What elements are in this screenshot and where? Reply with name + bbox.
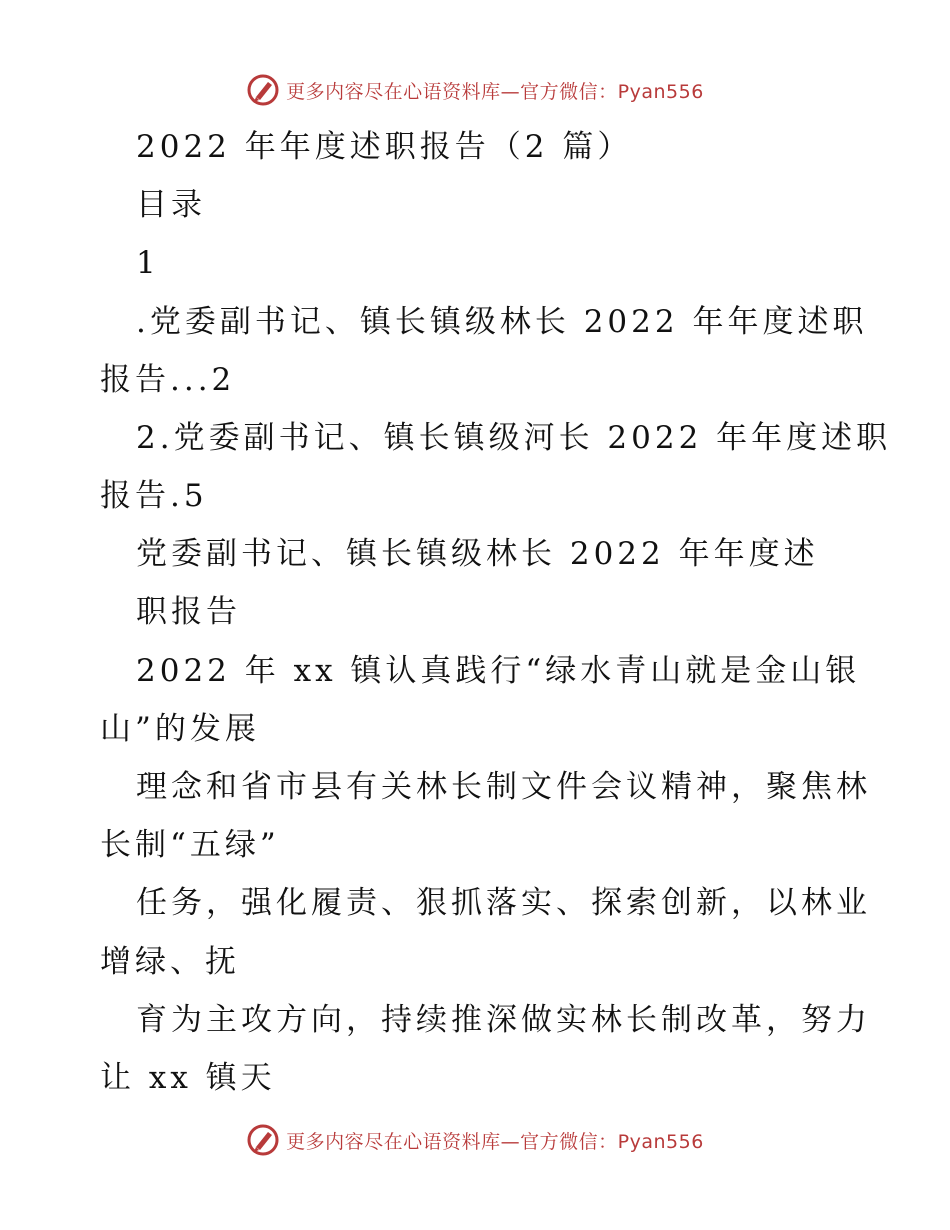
paragraph-line: 理念和省市县有关林长制文件会议精神，聚焦林	[136, 769, 871, 805]
watermark-text: 更多内容尽在心语资料库—官方微信：Pyan556	[286, 1130, 704, 1153]
toc-item-2-continued: 报告.5	[100, 478, 208, 514]
section-title: 党委副书记、镇长镇级林长 2022 年年度述	[136, 536, 819, 572]
paragraph-line: 让 xx 镇天	[100, 1060, 276, 1096]
paragraph-line: 长制“五绿”	[100, 827, 280, 863]
document-title: 2022 年年度述职报告（2 篇）	[136, 129, 633, 165]
toc-item-2: 2.党委副书记、镇长镇级河长 2022 年年度述职	[136, 420, 892, 456]
toc-item-1-continued: 报告...2	[100, 362, 236, 398]
watermark-banner-bottom	[0, 1120, 950, 1160]
paragraph-line: 增绿、抚	[100, 944, 240, 980]
watermark-text: 更多内容尽在心语资料库—官方微信：Pyan556	[286, 80, 704, 103]
paragraph-line: 育为主攻方向，持续推深做实林长制改革，努力	[136, 1002, 871, 1038]
pen-logo-icon	[246, 1123, 280, 1157]
watermark-banner-top	[0, 70, 950, 110]
toc-number: 1	[136, 245, 160, 281]
paragraph-line: 2022 年 xx 镇认真践行“绿水青山就是金山银	[136, 653, 861, 689]
pen-logo-icon	[246, 73, 280, 107]
section-title-continued: 职报告	[136, 594, 241, 630]
paragraph-line: 山”的发展	[100, 711, 260, 747]
toc-heading: 目录	[136, 187, 206, 223]
paragraph-line: 任务，强化履责、狠抓落实、探索创新，以林业	[136, 885, 871, 921]
toc-item-1: .党委副书记、镇长镇级林长 2022 年年度述职	[136, 304, 868, 340]
